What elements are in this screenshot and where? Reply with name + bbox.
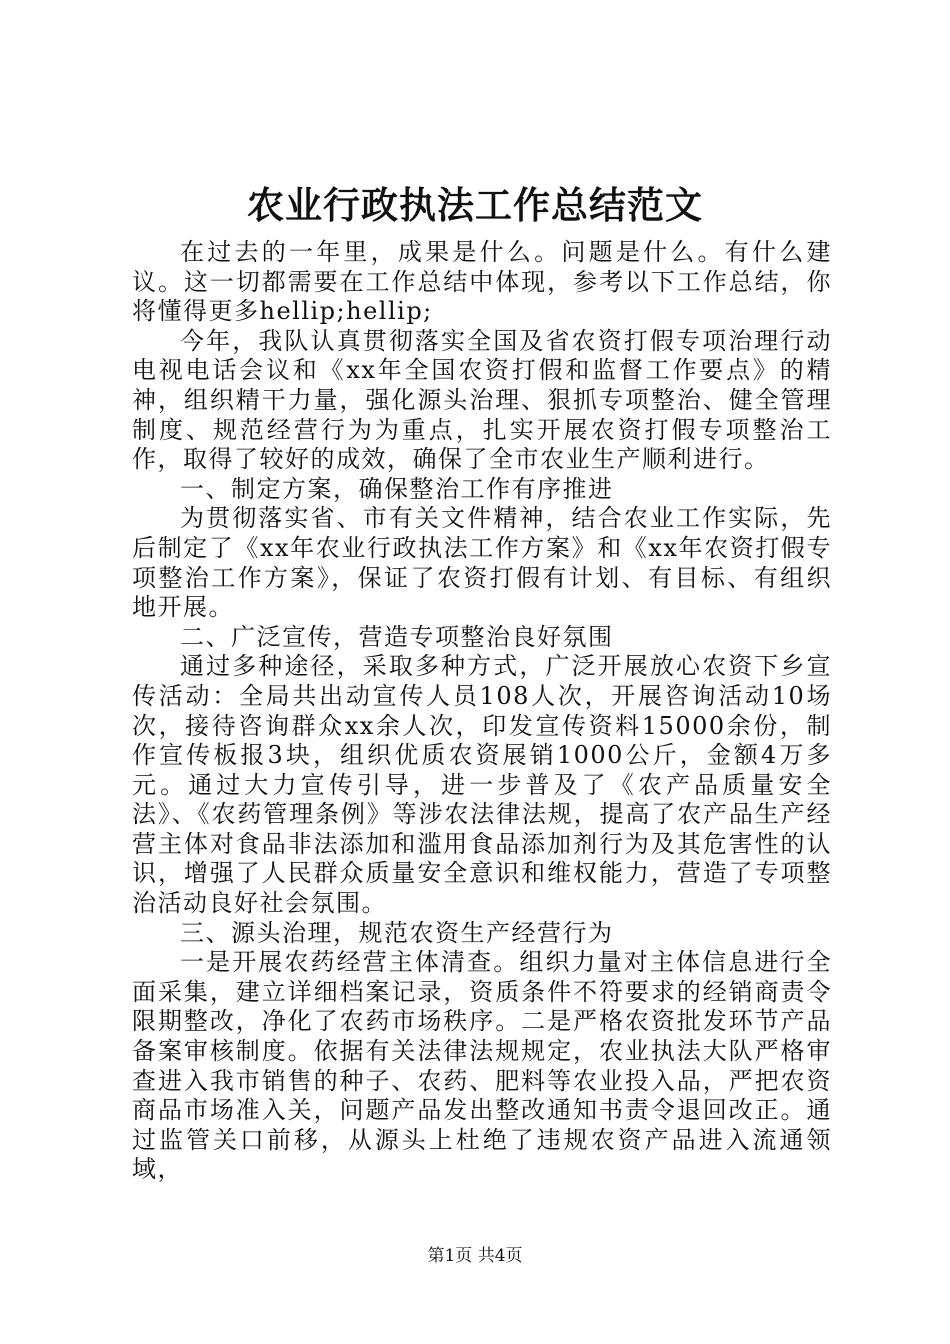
section-heading-2: 二、广泛宣传，营造专项整治良好氛围 — [180, 622, 614, 651]
section-heading-1: 一、制定方案，确保整治工作有序推进 — [180, 474, 614, 503]
section-heading-3: 三、源头治理，规范农资生产经营行为 — [180, 918, 614, 947]
document-title: 农业行政执法工作总结范文 — [247, 183, 703, 227]
paragraph-section-2: 通过多种途径，采取多种方式，广泛开展放心农资下乡宣传活动：全局共出动宣传人员108人次，开展咨询活动10场次，接待咨询群众xx余人次，印发宣传资料15000余份，制作宣传板报3块，组织优质农资展销1000公斤，金额4万多元。通过大力宣传引导，进一步普及了《农产品质量安全法》、《农药管理条例》等涉农法律法规，提高了农产品生产经营主体对食品非法添加和滥用食品添加剂行为及其危害性的认识，增强了人民群众质量安全意识和维权能力，营造了专项整治活动良好社会氛围。 — [132, 652, 832, 918]
paragraph-section-1: 为贯彻落实省、市有关文件精神，结合农业工作实际，先后制定了《xx年农业行政执法工作方案》和《xx年农资打假专项整治工作方案》，保证了农资打假有计划、有目标、有组织地开展。 — [132, 504, 832, 622]
paragraph-section-3: 一是开展农药经营主体清查。组织力量对主体信息进行全面采集，建立详细档案记录，资质条件不符要求的经销商责令限期整改，净化了农药市场秩序。二是严格农资批发环节产品备案审核制度。依据有关法律法规规定，农业执法大队严格审查进入我市销售的种子、农药、肥料等农业投入品，严把农资商品市场准入关，问题产品发出整改通知书责令退回改正。通过监管关口前移，从源头上杜绝了违规农资产品进入流通领域， — [132, 948, 832, 1184]
paragraph-overview: 今年，我队认真贯彻落实全国及省农资打假专项治理行动电视电话会议和《xx年全国农资打假和监督工作要点》的精神，组织精干力量，强化源头治理、狠抓专项整治、健全管理制度、规范经营行为为重点，扎实开展农资打假专项整治工作，取得了较好的成效，确保了全市农业生产顺利进行。 — [132, 326, 832, 474]
paragraph-intro: 在过去的一年里，成果是什么。问题是什么。有什么建议。这一切都需要在工作总结中体现，参考以下工作总结，你将懂得更多hellip;hellip; — [132, 238, 832, 326]
document-body — [132, 238, 832, 1185]
page-number-footer: 第1页 共4页 — [427, 1246, 523, 1266]
